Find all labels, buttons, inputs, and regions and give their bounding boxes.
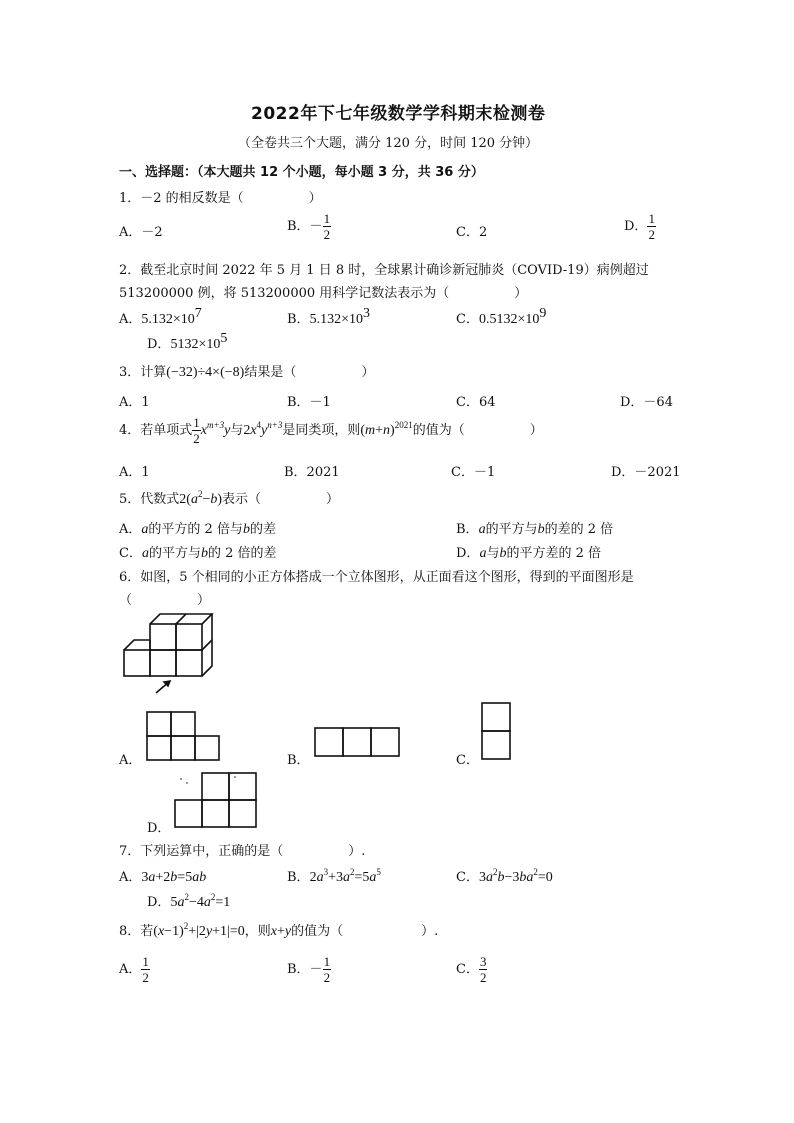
q7-d-prefix: D． <box>147 895 171 910</box>
q7-d-expr: $5a^2-4a^2=1$ <box>170 892 231 910</box>
question-6-line-2: （ ） <box>119 593 211 608</box>
q6-option-d-label: D． <box>147 821 171 836</box>
q2-a-base: 5.132×10 <box>141 312 195 327</box>
q4-power-expr: $(m+n)^{2021}$ <box>360 420 413 438</box>
page-subtitle: （全卷共三个大题，满分 120 分，时间 120 分钟） <box>238 136 539 151</box>
frac-num: 1 <box>648 211 655 226</box>
q8-a-prefix: A． <box>119 962 142 977</box>
question-6-line-1: 6．如图，5 个相同的小正方体搭成一个立体图形，从正面看这个图形，得到的平面图形是 <box>119 570 634 585</box>
q5-b-text: 的平方与 <box>485 522 538 537</box>
q7-b-prefix: B． <box>287 870 310 885</box>
q1-option-d-fraction <box>647 211 656 242</box>
frac-num: 1 <box>193 415 200 430</box>
question-3-stem <box>119 361 374 381</box>
q5-option-c <box>119 542 277 562</box>
q2-b-prefix: B． <box>287 312 310 327</box>
q4-option-b: B．2021 <box>284 465 340 480</box>
frac-num: 1 <box>142 954 149 969</box>
q5-suffix: 表示（ ） <box>222 492 340 507</box>
q4-fraction <box>192 415 201 446</box>
q8-sum: x+y <box>270 924 292 939</box>
frac-den: 2 <box>193 431 200 446</box>
q5-c-text: 的平方与 <box>148 546 201 561</box>
q2-b-exp: 3 <box>362 306 370 321</box>
q2-d-base: 5132×10 <box>170 337 221 352</box>
question-4-stem <box>119 415 543 446</box>
q5-prefix: 5．代数式 <box>119 492 180 507</box>
question-5-stem <box>119 488 339 508</box>
frac-den: 2 <box>323 970 331 985</box>
var-b: b <box>537 522 545 537</box>
frac-den: 2 <box>479 970 487 985</box>
q5-option-a <box>119 518 276 538</box>
q2-c-prefix: C． <box>456 312 479 327</box>
q5-d-prefix: D． <box>456 546 480 561</box>
q2-d-prefix: D． <box>147 337 171 352</box>
q4-mid: 与 <box>230 423 244 438</box>
question-2-line-2: 513200000 例，将 513200000 用科学记数法表示为（ ） <box>119 286 528 301</box>
q1-option-b-prefix: B．－ <box>287 219 323 234</box>
q4-option-c: C．－1 <box>451 465 496 480</box>
q3-prefix: 3．计算 <box>119 365 167 380</box>
q2-option-c <box>456 308 546 328</box>
page-title: 2022年下七年级数学学科期末检测卷 <box>251 104 546 124</box>
q4-term-1: $x^{m+3}y$ <box>200 420 231 438</box>
q5-expression: $2(a^2-b)$ <box>179 489 223 507</box>
question-8-stem <box>119 920 438 940</box>
frac-den: 2 <box>323 227 331 242</box>
q2-c-exp: 9 <box>539 306 547 321</box>
q8-c-prefix: C． <box>456 962 479 977</box>
q6-option-c-figure <box>480 701 514 763</box>
q7-option-d <box>147 891 230 911</box>
q1-option-b <box>287 211 331 242</box>
q8-option-b <box>287 954 331 985</box>
q7-option-c <box>456 866 553 886</box>
q2-a-prefix: A． <box>119 312 142 327</box>
var-a: a <box>141 546 149 561</box>
question-7-stem: 7．下列运算中，正确的是（ ）. <box>119 844 366 859</box>
q2-option-a <box>119 308 202 328</box>
q3-option-c: C．64 <box>456 395 496 410</box>
q2-option-b <box>287 308 370 328</box>
q3-suffix: 结果是（ ） <box>244 365 375 380</box>
q5-c-text-2: 的 2 倍的差 <box>207 546 277 561</box>
q6-option-b-figure <box>313 726 403 760</box>
var-b: b <box>242 522 250 537</box>
q8-c-fraction <box>479 954 488 985</box>
q3-option-b: B．－1 <box>287 395 331 410</box>
q4-option-d: D．－2021 <box>611 465 681 480</box>
q2-option-d <box>147 333 227 353</box>
q6-option-c-label: C． <box>456 753 479 768</box>
q3-option-a: A．1 <box>119 395 150 410</box>
q2-d-exp: 5 <box>220 331 228 346</box>
q4-term-2: $2x^4y^{n+3}$ <box>243 420 283 438</box>
q5-a-text: 的平方的 2 倍与 <box>148 522 243 537</box>
q8-prefix: 8．若 <box>119 924 154 939</box>
q4-suffix: 是同类项，则 <box>282 423 361 438</box>
q8-suffix: ，则 <box>244 924 271 939</box>
q6-option-a-figure <box>145 710 223 762</box>
q7-b-expr: $2a^3+3a^2=5a^5$ <box>309 867 381 885</box>
var-b: b <box>499 546 507 561</box>
frac-den: 2 <box>142 970 149 985</box>
q5-c-prefix: C． <box>119 546 142 561</box>
q1-option-a: A．－2 <box>119 225 163 240</box>
q5-b-text-2: 的差的 2 倍 <box>544 522 614 537</box>
q8-suffix-2: 的值为（ ）. <box>291 924 439 939</box>
section-heading: 一、选择题：（本大题共 12 个小题，每小题 3 分，共 36 分） <box>119 165 484 180</box>
q2-a-exp: 7 <box>194 306 202 321</box>
q1-option-c: C．2 <box>456 225 488 240</box>
q7-option-b <box>287 866 381 886</box>
frac-num: 3 <box>479 954 487 969</box>
q3-option-d: D．－64 <box>620 395 673 410</box>
q2-b-base: 5.132×10 <box>309 312 363 327</box>
q7-c-prefix: C． <box>456 870 479 885</box>
q5-b-prefix: B． <box>456 522 479 537</box>
q8-b-fraction <box>323 954 332 985</box>
q6-option-a-label: A． <box>119 753 142 768</box>
q7-option-a <box>119 866 206 886</box>
q4-suffix-2: 的值为（ ） <box>412 423 543 438</box>
frac-num: 1 <box>323 211 331 226</box>
q4-option-a: A．1 <box>119 465 150 480</box>
q6-option-b-label: B． <box>287 753 310 768</box>
frac-num: 1 <box>323 954 331 969</box>
question-1-stem: 1．－2 的相反数是（ ） <box>119 191 322 206</box>
var-a: a <box>478 522 486 537</box>
q5-option-b <box>456 518 613 538</box>
q2-c-base: 0.5132×10 <box>478 312 540 327</box>
q7-a-prefix: A． <box>119 870 142 885</box>
q1-option-b-fraction <box>323 211 332 242</box>
q1-option-d <box>624 211 656 242</box>
q5-a-text-2: 的差 <box>249 522 276 537</box>
q6-option-d-figure <box>172 770 262 830</box>
var-a: a <box>141 522 149 537</box>
q8-option-a <box>119 954 150 985</box>
q5-option-d <box>456 542 601 562</box>
var-b: b <box>200 546 208 561</box>
q7-a-expr: 3a+2b=5ab <box>141 870 207 885</box>
q1-option-d-prefix: D． <box>624 219 648 234</box>
q8-equation: $(x-1)^2+|2y+1|=0$ <box>153 921 245 939</box>
q8-a-fraction <box>141 954 150 985</box>
q4-prefix: 4．若单项式 <box>119 423 193 438</box>
q8-option-c <box>456 954 487 985</box>
q7-c-expr: $3a^2b-3ba^2=0$ <box>478 867 553 885</box>
q5-d-text: 与 <box>486 546 500 561</box>
cube-figure <box>118 608 228 698</box>
question-2-line-1: 2．截至北京时间 2022 年 5 月 1 日 8 时，全球累计确诊新冠肺炎（COVID-19）病例超过 <box>119 263 649 278</box>
frac-den: 2 <box>648 227 655 242</box>
var-a: a <box>479 546 487 561</box>
q5-d-text-2: 的平方差的 2 倍 <box>506 546 601 561</box>
q3-expression: (−32)÷4×(−8) <box>166 365 245 380</box>
q5-a-prefix: A． <box>119 522 142 537</box>
q8-b-prefix: B．－ <box>287 962 323 977</box>
